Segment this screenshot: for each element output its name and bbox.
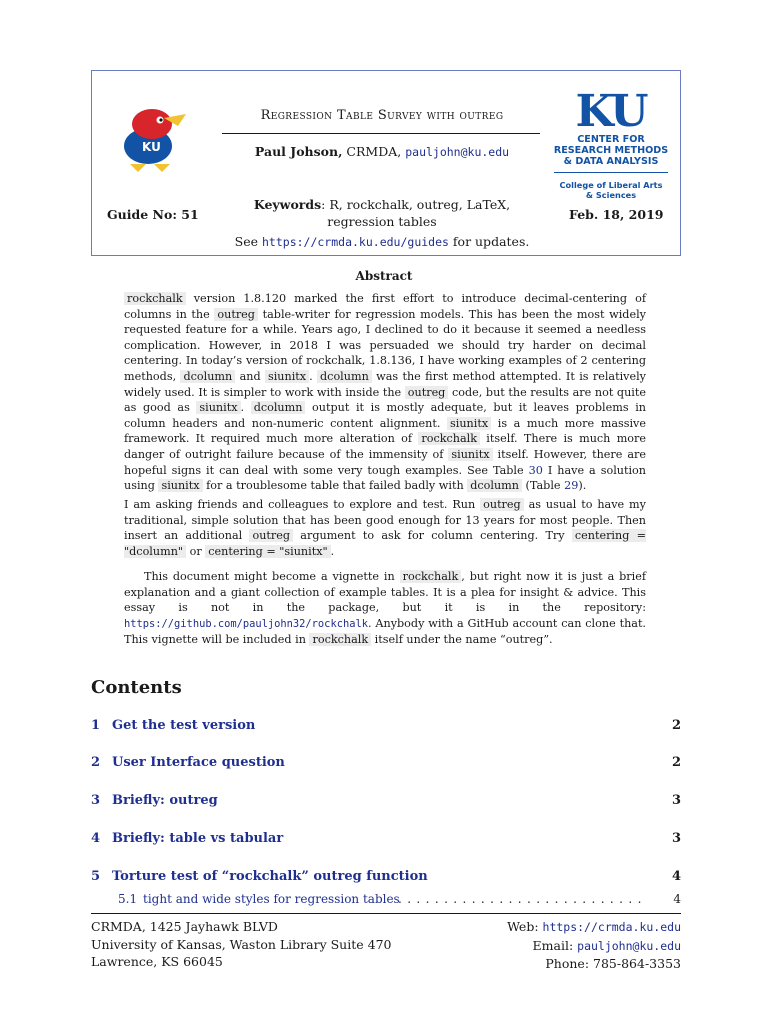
abstract-paragraph-2 — [124, 497, 646, 559]
text-run: . Anybody with a GitHub account can clone that. This vignette will be included in — [124, 616, 646, 647]
toc-sub-title[interactable]: tight and wide styles for regression tables — [143, 892, 400, 906]
text-run: This document might become a vignette in — [144, 570, 400, 583]
logo-line-3: & DATA ANALYSIS — [563, 156, 659, 167]
code-term: siunitx — [265, 370, 309, 383]
code-term: dcolumn — [317, 370, 372, 383]
text-run: itself. There is much more danger of outright failure because of the immensity of — [124, 432, 647, 461]
abstract-paragraph-1 — [124, 291, 646, 494]
contents-heading: Contents — [91, 677, 182, 698]
code-term: dcolumn — [467, 479, 522, 492]
code-term: centering = "siunitx" — [205, 545, 330, 558]
web-label: Web: — [507, 919, 543, 934]
toc-title[interactable]: Briefly: outreg — [112, 793, 218, 808]
text-run: . — [240, 401, 251, 415]
text-run: . — [330, 544, 335, 558]
text-run: . — [309, 369, 318, 383]
author-org: CRMDA, — [346, 144, 402, 159]
logo-college-2: & Sciences — [585, 190, 637, 200]
code-term: outreg — [249, 529, 293, 542]
abstract-paragraph-3 — [124, 569, 646, 648]
logo-line-2: RESEARCH METHODS — [553, 145, 669, 156]
toc-title[interactable]: Torture test of “rockchalk” outreg function — [112, 869, 428, 884]
text-run: and — [235, 369, 265, 383]
address-line-2: University of Kansas, Waston Library Suite 470 — [91, 936, 392, 952]
guides-url-link[interactable]: https://crmda.ku.edu/guides — [262, 235, 449, 249]
code-term: outreg — [214, 308, 258, 321]
keywords-label: Keywords — [253, 197, 322, 212]
jayhawk-mascot-logo — [116, 104, 188, 174]
phone-line: Phone: 785-864-3353 — [545, 956, 681, 971]
email-label: Email: — [532, 937, 578, 953]
code-term: rockchalk — [124, 292, 186, 305]
text-run: I have a solution using — [124, 463, 646, 493]
ku-crmda-logo — [552, 86, 670, 200]
see-prefix: See — [234, 234, 262, 249]
cross-reference-link[interactable]: 29 — [564, 479, 579, 493]
toc-number: 5 — [91, 869, 101, 884]
author-name: Paul Johson, — [254, 144, 343, 159]
see-suffix: for updates. — [448, 234, 530, 249]
toc-number: 2 — [91, 755, 101, 770]
logo-line-1: CENTER FOR — [577, 134, 645, 145]
document-date: Feb. 18, 2019 — [569, 207, 664, 222]
code-term: rockchalk — [400, 570, 462, 583]
toc-page[interactable]: 4 — [671, 869, 681, 884]
address-line-3: Lawrence, KS 66045 — [91, 954, 223, 969]
text-run: (Table — [521, 479, 565, 493]
footer-address — [91, 918, 392, 971]
code-term: outreg — [405, 386, 449, 399]
toc-sub-page[interactable]: 4 — [673, 892, 681, 906]
code-term: outreg — [480, 498, 524, 511]
web-url-link[interactable]: https://crmda.ku.edu — [542, 920, 681, 934]
toc-title[interactable]: Get the test version — [112, 718, 256, 733]
text-run: output it is mostly adequate, but it leaves problems in column headers and non-numeric content alignment. — [124, 401, 646, 430]
toc-page[interactable]: 2 — [671, 755, 681, 770]
text-run: is a much more massive framework. It required much more alteration of — [124, 416, 646, 446]
text-run: argument to ask for column centering. Try — [293, 529, 572, 543]
toc-page[interactable]: 3 — [671, 831, 681, 846]
ku-logo-mark: KU — [575, 86, 647, 137]
toc-title[interactable]: User Interface question — [112, 755, 285, 770]
code-term: centering = "dcolumn" — [124, 529, 646, 558]
toc-number: 1 — [91, 718, 101, 733]
text-run: itself. However, there are hopeful signs it can deal with some very tough examples. See Table — [124, 447, 646, 477]
text-run: code, but the results are not quite as good as — [124, 385, 646, 415]
text-run: version 1.8.120 marked the first effort to introduce decimal-centering of columns in the — [124, 292, 646, 321]
code-term: siunitx — [447, 417, 491, 430]
keywords — [220, 196, 544, 230]
text-run: as usual to have my traditional, simple solution that has been good enough for 13 years for most people. Then insert an additional — [124, 498, 646, 543]
text-run: ). — [578, 479, 587, 493]
code-term: siunitx — [158, 479, 202, 492]
document-title: Regression Table Survey with outreg — [260, 108, 504, 123]
text-run: table-writer for regression models. This has been the most widely requested feature for a while. Years ago, I declined to do it because it seemed a needless complication. However, in 2018 I was persuaded we should try harder on decimal centering. In today’s version of rockchalk, 1.8.136, I have working examples of 2 centering methods, — [124, 307, 646, 383]
text-run: was the first method attempted. It is relatively widely used. It is simpler to work with inside the — [124, 369, 646, 399]
toc-page[interactable]: 3 — [671, 793, 681, 808]
code-term: siunitx — [448, 448, 492, 461]
logo-divider — [554, 172, 668, 173]
toc-number: 3 — [91, 793, 101, 808]
footer-email-link[interactable]: pauljohn@ku.edu — [577, 938, 681, 953]
text-run: for a troublesome table that failed badly with — [202, 479, 468, 493]
toc-page[interactable]: 2 — [671, 718, 681, 733]
author-email-link[interactable]: pauljohn@ku.edu — [405, 145, 510, 159]
code-term: rockchalk — [309, 633, 371, 646]
logo-college-1: College of Liberal Arts — [559, 180, 663, 190]
code-term: dcolumn — [251, 401, 306, 414]
repository-url-link[interactable]: https://github.com/pauljohn32/rockchalk — [124, 617, 368, 630]
keywords-text: : R, rockchalk, outreg, LaTeX, regression tables — [321, 197, 511, 229]
address-line-1: CRMDA, 1425 Jayhawk BLVD — [91, 919, 278, 934]
toc-sub-number: 5.1 — [118, 892, 138, 906]
footer-contact — [507, 918, 681, 973]
author-line — [222, 144, 542, 159]
footer-divider — [91, 913, 681, 914]
abstract-heading: Abstract — [355, 269, 413, 283]
text-run: I am asking friends and colleagues to explore and test. Run — [124, 498, 481, 511]
toc-leader-dots: ........................... — [398, 892, 647, 906]
text-run: , but right now it is just a brief explanation and a giant collection of example tables. It is a plea for insight & advice. This essay is not in the package, but it is in the repository: — [124, 570, 646, 615]
web-line — [507, 918, 681, 937]
code-term: rockchalk — [418, 432, 480, 445]
text-run: itself under the name “outreg”. — [371, 633, 553, 647]
svg-text:KU: KU — [142, 140, 161, 154]
text-run: or — [186, 544, 206, 558]
toc-title[interactable]: Briefly: table vs tabular — [112, 831, 284, 846]
updates-line — [220, 234, 544, 249]
code-term: dcolumn — [180, 370, 235, 383]
guide-number: Guide No: 51 — [107, 207, 199, 222]
toc-number: 4 — [91, 831, 101, 846]
email-line — [507, 937, 681, 956]
code-term: siunitx — [196, 401, 240, 414]
cross-reference-link[interactable]: 30 — [528, 463, 543, 477]
title-divider — [222, 133, 540, 134]
